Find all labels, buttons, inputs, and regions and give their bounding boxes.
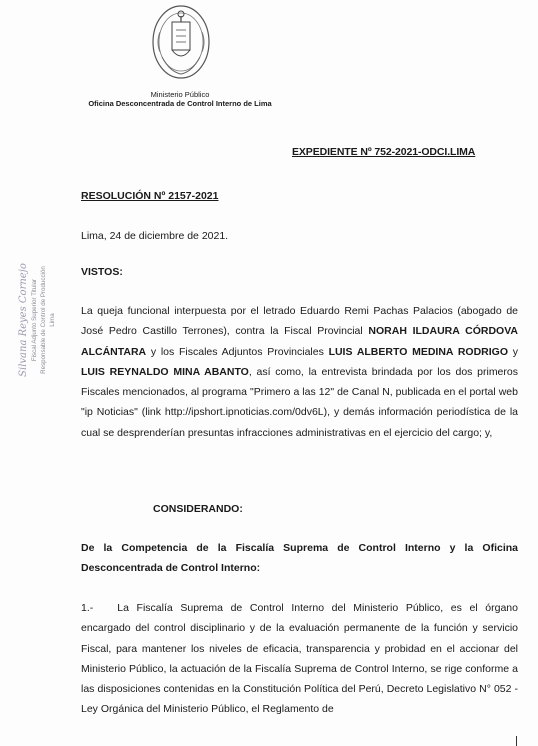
item-1-text: La Fiscalía Suprema de Control Interno del Ministerio Público, es el órgano encargado del control disciplinario y de la evaluación permanente de la función y servicio Fiscal, para mantener los niveles de eficacia, transparencia y probidad en el accionar del Ministerio Público, la actuación de la Fiscalía Suprema de Control Interno, se rige conforme a las disposiciones contenidas en la Constitución Política del Perú, Decreto Legislativo N° 052 - Ley Orgánica del Ministerio Público, el Reglamento de	[81, 602, 518, 716]
vistos-heading: VISTOS:	[81, 266, 123, 278]
resolucion-title: RESOLUCIÓN Nº 2157-2021	[81, 190, 219, 202]
ministerio-publico-seal-icon	[150, 2, 212, 82]
date-line: Lima, 24 de diciembre de 2021.	[81, 230, 229, 242]
competencia-subtitle: De la Competencia de la Fiscalía Suprema de Control Interno y la Oficina Desconcentrada de Control Interno:	[81, 542, 518, 575]
stamp-line-2: Responsable de Control de Producción	[40, 266, 47, 374]
stamp-signature: Silvana Reyes Cornejo	[18, 263, 29, 377]
expediente-number: EXPEDIENTE Nº 752-2021-ODCI.LIMA	[292, 146, 476, 158]
considerando-heading: CONSIDERANDO:	[153, 503, 243, 515]
vistos-text-4: , así como, la entrevista brindada por los dos primeros Fiscales mencionados, al programa "Primero a las 12" de Canal N, publicada en el portal web "ip Noticias" (link http://ipshort.ipnoticias.com/0dv6L), y demás información periodística de la cual se desprenderían presuntas infracciones administrativas en el ejercicio del cargo; y,	[81, 365, 518, 439]
vistos-fiscal-name: NORAH ILDAURA CÓRDOVA ALCÁNTARA	[81, 325, 518, 358]
vistos-text-1: La queja funcional interpuesta por el letrado Eduardo Remi Pachas Palacios (abogado de José Pedro Castillo Terrones), contra la Fiscal Provincial	[81, 305, 518, 338]
vistos-paragraph	[81, 301, 518, 443]
page-edge-mark	[516, 736, 517, 746]
header-ministerio: Ministerio Público	[150, 90, 210, 99]
vistos-text-3: y	[508, 345, 518, 358]
vistos-adjunto-2-name: LUIS REYNALDO MINA ABANTO	[81, 365, 249, 378]
item-1-paragraph	[81, 598, 518, 720]
stamp-line-3: Lima	[49, 313, 56, 327]
item-1-number: 1.-	[81, 602, 94, 614]
stamp-line-1: Fiscal Adjunto Superior Titular	[31, 278, 38, 362]
header-oficina: Oficina Desconcentrada de Control Interno de Lima	[88, 99, 272, 108]
signature-stamp	[18, 250, 80, 390]
vistos-adjunto-1-name: LUIS ALBERTO MEDINA RODRIGO	[328, 345, 509, 358]
vistos-text-2: y los Fiscales Adjuntos Provinciales	[146, 345, 329, 358]
